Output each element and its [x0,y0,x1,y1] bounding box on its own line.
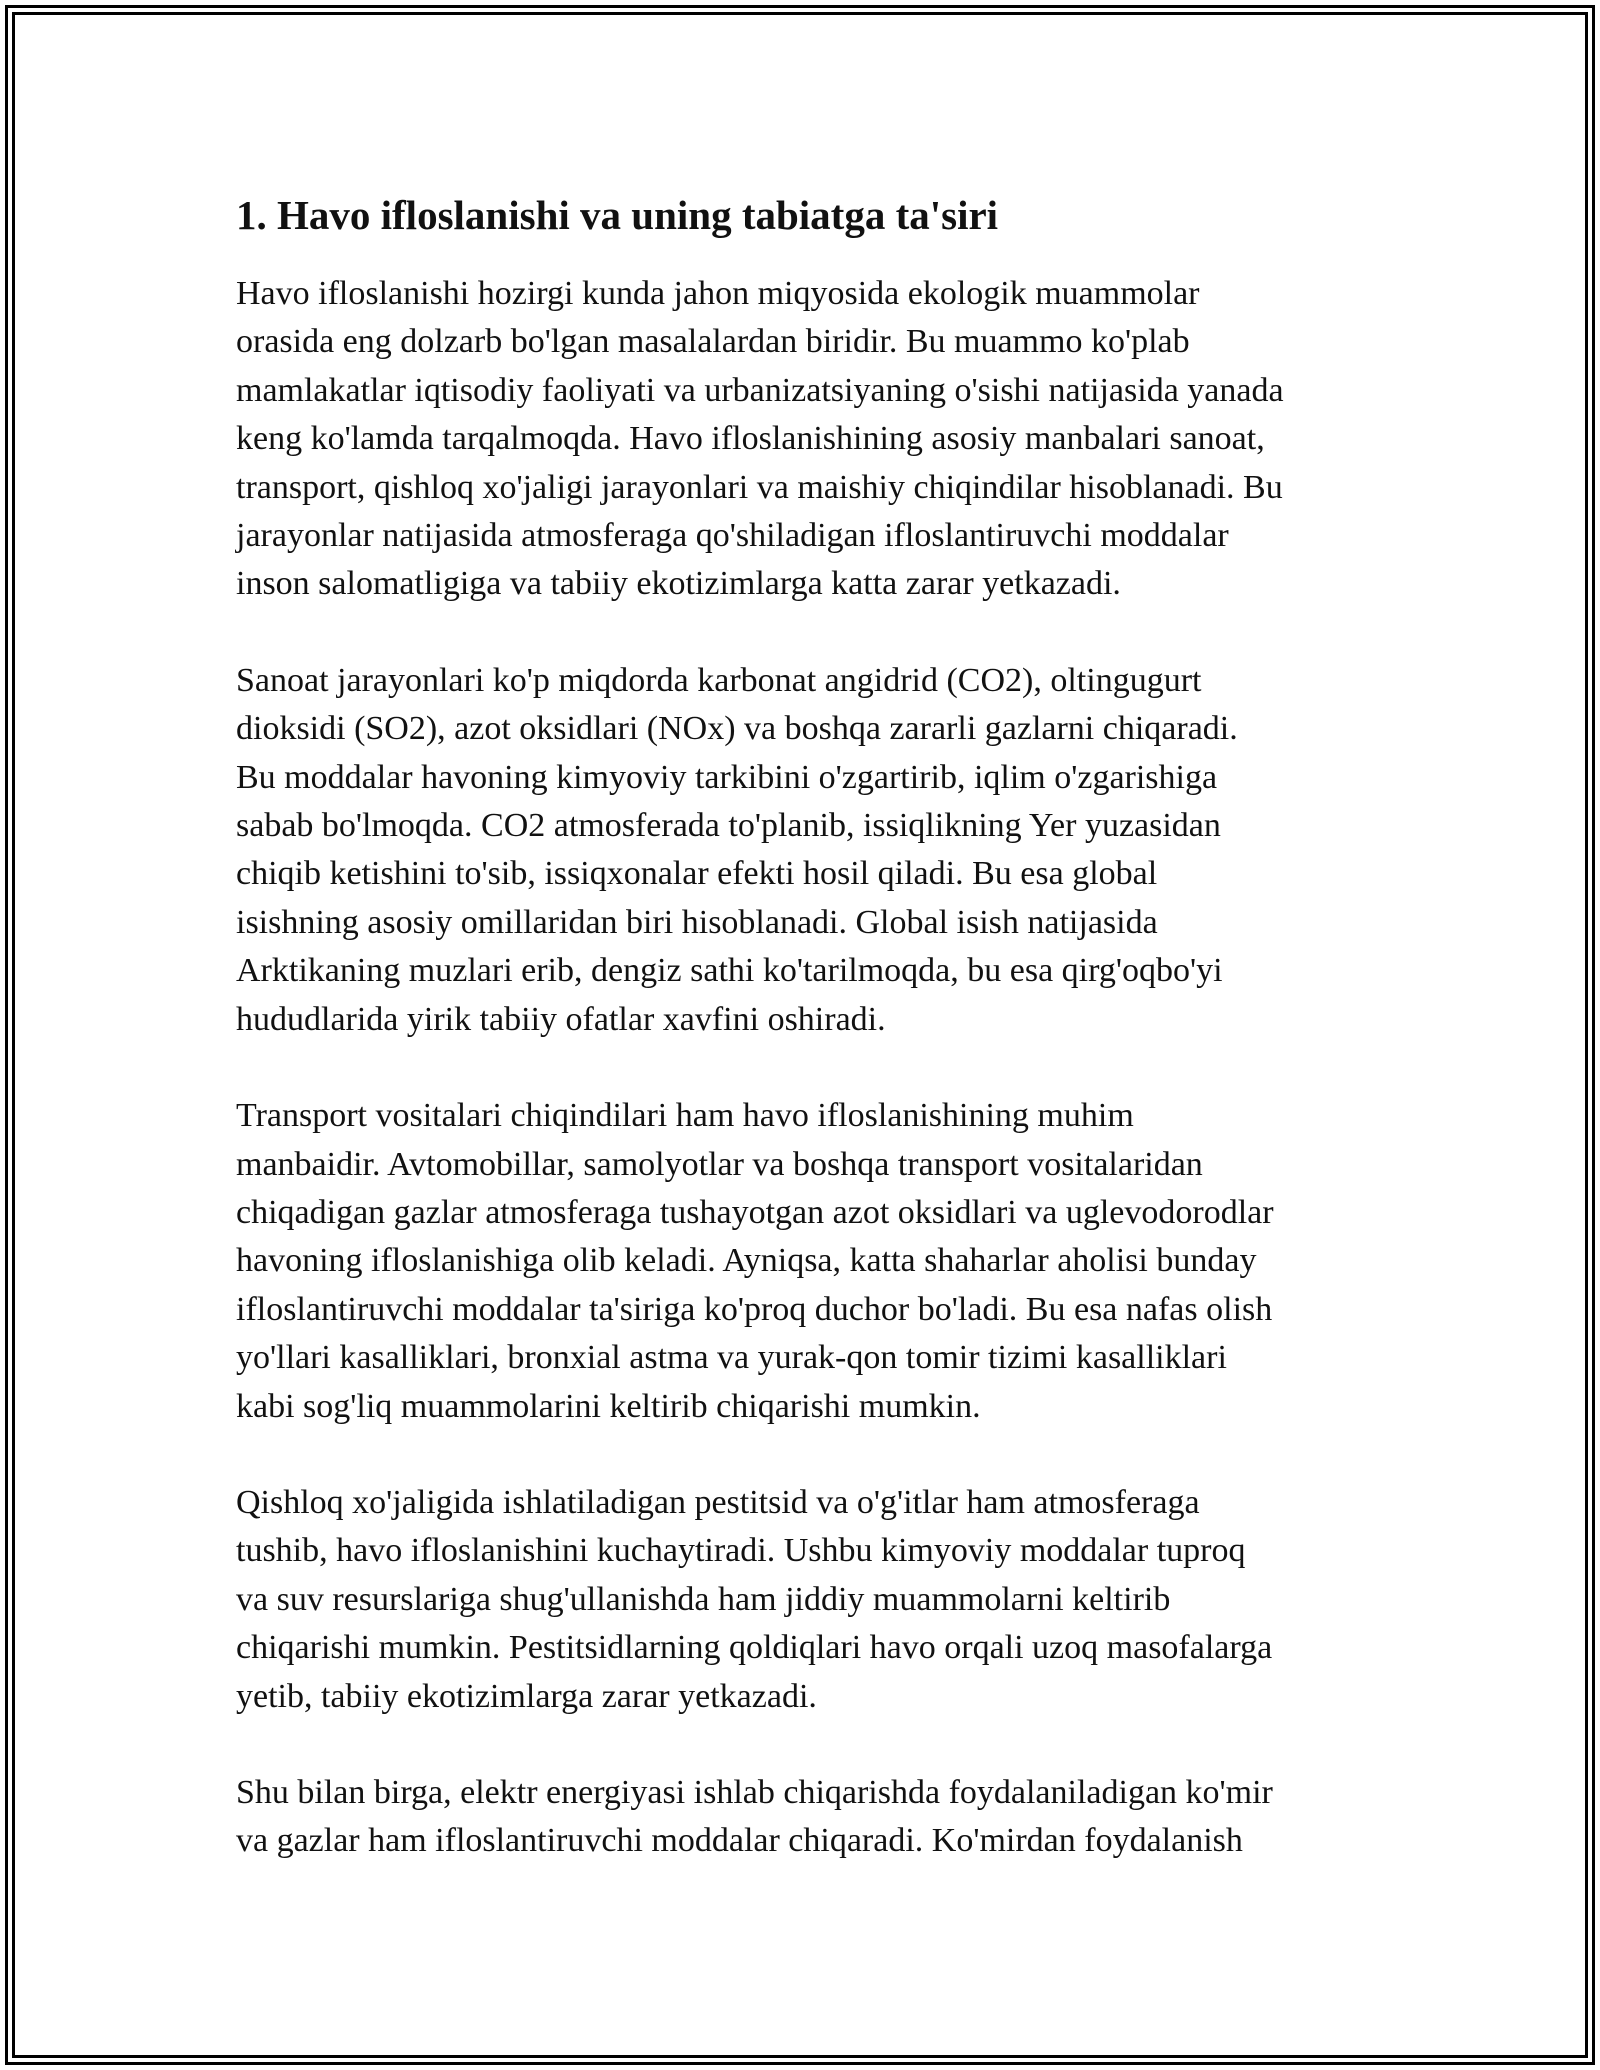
text-line: keng ko'lamda tarqalmoqda. Havo ifloslanishining asosiy manbalari sanoat, [236,420,1265,458]
text-line: Transport vositalari chiqindilari ham havo ifloslanishining muhim [236,1097,1134,1135]
text-line: yetib, tabiiy ekotizimlarga zarar yetkazadi. [236,1677,817,1715]
paragraph-5 [236,1769,1376,1866]
text-line: tushib, havo ifloslanishini kuchaytiradi. Ushbu kimyoviy moddalar tuproq [236,1532,1246,1570]
text-line: sabab bo'lmoqda. CO2 atmosferada to'planib, issiqlikning Yer yuzasidan [236,807,1221,845]
text-line: orasida eng dolzarb bo'lgan masalalardan biridir. Bu muammo ko'plab [236,323,1190,361]
text-line: mamlakatlar iqtisodiy faoliyati va urbanizatsiyaning o'sishi natijasida yanada [236,371,1284,409]
text-line: chiqib ketishini to'sib, issiqxonalar efekti hosil qiladi. Bu esa global [236,855,1158,893]
text-line: inson salomatligiga va tabiiy ekotizimlarga katta zarar yetkazadi. [236,565,1121,603]
text-line: yo'llari kasalliklari, bronxial astma va yurak-qon tomir tizimi kasalliklari [236,1339,1227,1377]
text-line: Havo ifloslanishi hozirgi kunda jahon miqyosida ekologik muammolar [236,275,1200,312]
text-line: Arktikaning muzlari erib, dengiz sathi ko'tarilmoqda, bu esa qirg'oqbo'yi [236,952,1223,990]
text-line: chiqadigan gazlar atmosferaga tushayotgan azot oksidlari va uglevodorodlar [236,1193,1274,1231]
text-line: transport, qishloq xo'jaligi jarayonlari va maishiy chiqindilar hisoblanadi. Bu [236,468,1283,506]
document-content [236,180,1376,1914]
text-line: havoning ifloslanishiga olib keladi. Ayniqsa, katta shaharlar aholisi bunday [236,1242,1257,1280]
text-line: kabi sog'liq muammolarini keltirib chiqarishi mumkin. [236,1387,981,1425]
text-line: Shu bilan birga, elektr energiyasi ishlab chiqarishda foydalaniladigan ko'mir [236,1773,1273,1811]
text-line: manbaidir. Avtomobillar, samolyotlar va boshqa transport vositalaridan [236,1145,1203,1183]
text-line: isishning asosiy omillaridan biri hisoblanadi. Global isish natijasida [236,903,1158,941]
text-line: dioksidi (SO2), azot oksidlari (NOx) va boshqa zararli gazlarni chiqaradi. [236,710,1238,748]
text-line: Qishloq xo'jaligida ishlatiladigan pestitsid va o'g'itlar ham atmosferaga [236,1483,1200,1521]
section-heading: 1. Havo ifloslanishi va uning tabiatga ta'siri [236,192,999,238]
paragraph-3 [236,1092,1376,1431]
paragraph-2 [236,657,1376,1044]
text-line: Sanoat jarayonlari ko'p miqdorda karbonat angidrid (CO2), oltingugurt [236,661,1202,699]
text-line: chiqarishi mumkin. Pestitsidlarning qoldiqlari havo orqali uzoq masofalarga [236,1629,1273,1667]
text-line: Bu moddalar havoning kimyoviy tarkibini o'zgartirib, iqlim o'zgarishiga [236,758,1218,796]
text-line: hududlarida yirik tabiiy ofatlar xavfini oshiradi. [236,1000,886,1038]
paragraph-1 [236,270,1376,609]
paragraph-4 [236,1479,1376,1721]
text-line: jarayonlar natijasida atmosferaga qo'shiladigan ifloslantiruvchi moddalar [236,517,1229,555]
text-line: va suv resurslariga shug'ullanishda ham jiddiy muammolarni keltirib [236,1580,1171,1618]
text-line: va gazlar ham ifloslantiruvchi moddalar chiqaradi. Ko'mirdan foydalanish [236,1822,1243,1860]
text-line: ifloslantiruvchi moddalar ta'siriga ko'proq duchor bo'ladi. Bu esa nafas olish [236,1290,1273,1328]
